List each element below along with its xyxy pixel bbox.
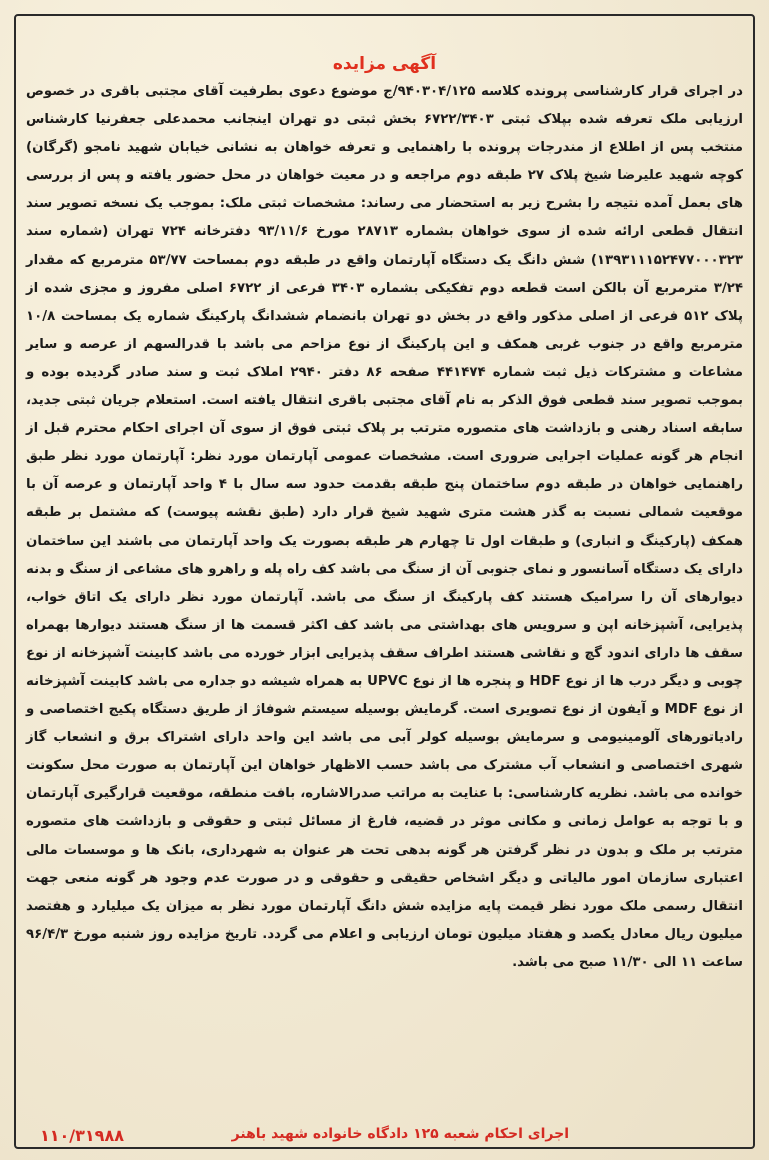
- reference-number: ۱۱۰/۳۱۹۸۸: [40, 1126, 124, 1145]
- ad-body-text: در اجرای قرار کارشناسی پرونده کلاسه ۹۴۰۳۰۴/۱۲۵/ج موضوع دعوی بطرفیت آقای مجتبی باقری در خصوص ارزیابی ملک تعرفه شده بپلاک ثبتی ۶۷۲۲/۳۴۰۳ بخش ثبتی دو تهران اینجانب محمدعلی جعفرنیا کارشناس منتخب پس از اطلاع از مندرجات پرونده با راهنمایی و تعرفه خواهان به نشانی خیابان شهید نامجو (گرگان) کوچه شهید علیرضا شیخ پلاک ۲۷ طبقه دوم مراجعه و در معیت خواهان در محل حضور یافته و پس از بررسی های بعمل آمده نتیجه را بشرح زیر به استحضار می رساند: مشخصات ثبتی ملک: بموجب یک نسخه تصویر سند انتقال قطعی ارائه شده از سوی خواهان بشماره ۲۸۷۱۳ مورخ ۹۳/۱۱/۶ دفترخانه ۷۲۴ تهران (شماره سند ۱۳۹۳۱۱۱۵۲۴۷۷۰۰۰۳۲۳) شش دانگ یک دستگاه آپارتمان واقع در طبقه دوم بمساحت ۵۳/۷۷ مترمربع که مقدار ۳/۲۴ مترمربع آن بالکن است قطعه دوم تفکیکی بشماره ۳۴۰۳ فرعی از ۶۷۲۲ اصلی مفروز و مجزی شده از پلاک ۵۱۲ فرعی از اصلی مذکور واقع در بخش دو تهران بانضمام ششدانگ پارکینگ شماره یک بمساحت ۱۰/۸ مترمربع واقع در جنوب غربی همکف و این پارکینگ از نوع مزاحم می باشد با قدرالسهم از عرصه و سایر مشاعات و مشترکات ذیل ثبت شماره ۴۴۱۴۷۴ صفحه ۸۶ دفتر ۲۹۴۰ املاک ثبت و سند صادر گردیده بوده و بموجب تصویر سند قطعی فوق الذکر به نام آقای مجتبی باقری انتقال یافته است. استعلام جریان ثبتی جدید، سابقه اسناد رهنی و بازداشت های متصوره مترتب بر پلاک ثبتی فوق از سوی آن اجرای احکام محترم قبل از انجام هر گونه عملیات اجرایی ضروری است. مشخصات عمومی آپارتمان مورد نظر: آپارتمان مورد نظر طبق راهنمایی خواهان در طبقه دوم ساختمان پنج طبقه بقدمت حدود سه سال با ۴ واحد آپارتمان و عرصه آن با موقعیت شمالی نسبت به گذر هشت متری شهید شیخ قرار دارد (طبق نقشه پیوست) که مشتمل بر طبقه همکف (پارکینگ و انباری) و طبقات اول تا چهارم هر طبقه بصورت یک واحد آپارتمان می باشند این ساختمان دارای یک دستگاه آسانسور و نمای جنوبی آن از سنگ می باشد کف راه پله و راهرو های مشاعی از سنگ و بدنه دیوارهای آن را سرامیک هستند کف پارکینگ از سنگ می باشد. آپارتمان مورد نظر دارای یک اتاق خواب، پذیرایی، آشپزخانه اپن و سرویس های بهداشتی می باشد کف اکثر قسمت ها از سنگ هستند دیوارها بهمراه سقف ها دارای اندود گچ و نقاشی هستند اطراف سقف پذیرایی ابزار خورده می باشد کابینت آشپزخانه از نوع چوبی و دیگر درب ها از نوع HDF و پنجره ها از نوع UPVC به همراه شیشه دو جداره می باشد کابینت آشپزخانه از نوع MDF و آیفون از نوع تصویری است. گرمایش بوسیله سیستم شوفاژ از طریق دستگاه پکیج اختصاصی و رادیاتورهای آلومینیومی و سرمایش بوسیله کولر آبی می باشد این واحد دارای اشتراک برق و انشعاب گاز شهری اختصاصی و انشعاب آب مشترک می باشد حسب الاظهار خواهان این آپارتمان به صورت محل سکونت خوانده می باشد. نظریه کارشناسی: با عنایت به مراتب صدرالاشاره، بافت منطقه، موقعیت قرارگیری آپارتمان و با توجه به عوامل زمانی و مکانی موثر در قضیه، فارغ از مسائل ثبتی و حقوقی و بازداشت های متصوره مترتب بر ملک و بدون در نظر گرفتن هر گونه بدهی تحت هر عنوان به شهرداری، بانک ها و موسسات مالی اعتباری سازمان امور مالیاتی و دیگر اشخاص حقیقی و حقوقی و در صورت عدم وجود هر گونه منعی جهت انتقال رسمی ملک مورد نظر قیمت پایه مزایده شش دانگ آپارتمان مورد نظر به میزان یک میلیارد و هفتصد میلیون ریال معادل یکصد و هفتاد میلیون تومان ارزیابی و اعلام می گردد. تاریخ مزایده روز شنبه مورخ ۹۶/۴/۳ ساعت ۱۱ الی ۱۱/۳۰ صبح می باشد.: [26, 84, 744, 970]
- issuer-signature: اجرای احکام شعبه ۱۲۵ دادگاه خانواده شهید باهنر: [231, 1126, 569, 1142]
- ad-footer: [0, 1126, 769, 1152]
- ad-title: آگهی مزایده: [332, 54, 437, 74]
